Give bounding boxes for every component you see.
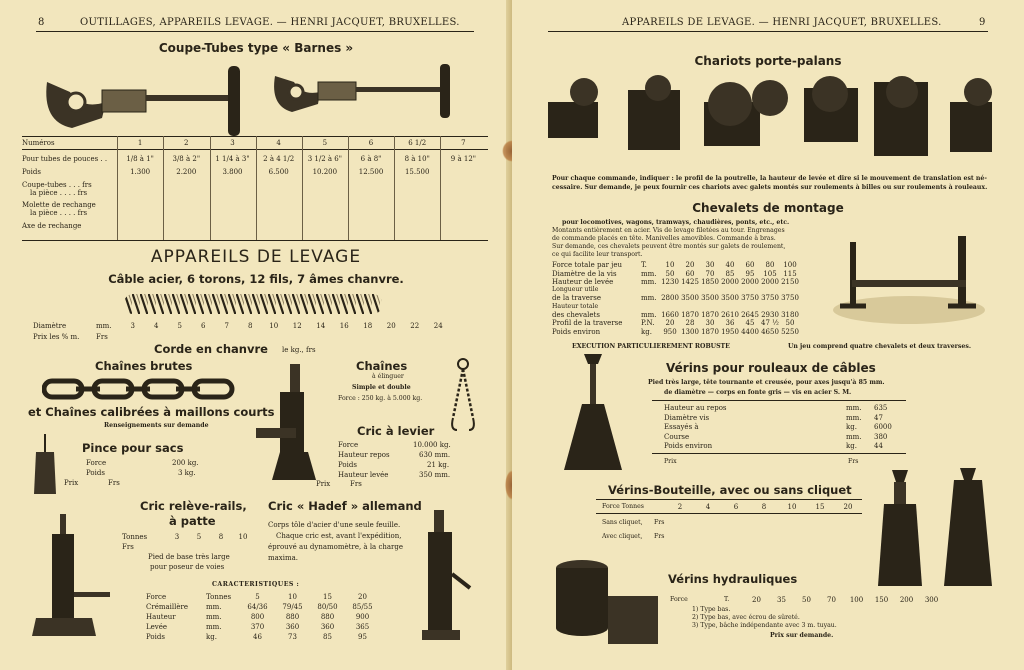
- diametre-cell: 7: [224, 322, 229, 330]
- hydrauliques-type-3: 3) Type, bâche indépendante avec 3 m. tuyau.: [692, 622, 837, 629]
- carac-unit: Tonnes: [206, 593, 232, 601]
- chevalets-value: 85: [725, 270, 735, 278]
- pipe-cutter-illustration-2: [270, 62, 470, 120]
- header-right: APPAREILS DE LEVAGE. — HENRI JACQUET, BRUXELLES.: [622, 17, 942, 28]
- chevalets-value: 1950: [721, 328, 739, 336]
- chevalets-value: 1850: [701, 278, 719, 286]
- diametre-cell: 20: [386, 322, 396, 330]
- sans-cliquet-unit: Frs: [654, 519, 665, 526]
- poids-row: [117, 168, 487, 176]
- chevalets-value: 1300: [681, 328, 699, 336]
- diametre-cell: 18: [363, 322, 373, 330]
- verins-cables-unit: kg.: [846, 442, 857, 450]
- verins-cables-value: 44: [874, 442, 883, 450]
- tube-size-cell: 1/8 à 1": [126, 155, 154, 163]
- cric-levier-prix-label: Prix: [316, 480, 331, 488]
- tube-size-cell: 9 à 12": [450, 155, 477, 163]
- hydrauliques-prix-note: Prix sur demande.: [770, 632, 834, 639]
- chevalets-value: 2800: [661, 294, 679, 302]
- verins-cables-label: Course: [664, 432, 690, 441]
- verins-cables-value: 6000: [874, 423, 892, 431]
- pince-title: Pince pour sacs: [82, 441, 184, 455]
- chevalets-value: 2150: [781, 278, 799, 286]
- verins-cables-label: Diamètre vis: [664, 413, 710, 422]
- diametre-cell: 22: [410, 322, 420, 330]
- carac-value: 20: [358, 593, 367, 601]
- force-cell: 15: [815, 503, 825, 511]
- chevalets-value: 100: [783, 261, 797, 269]
- chevalets-value: 30: [705, 319, 715, 327]
- verins-cables-unit: mm.: [846, 413, 862, 422]
- chevalets-value: 4400: [741, 328, 759, 336]
- numero-cell: 6 1/2: [408, 139, 427, 147]
- verins-cables-title: Vérins pour rouleaux de câbles: [666, 361, 876, 375]
- page-number-left: 8: [38, 17, 45, 28]
- chevalets-value: 60: [745, 261, 755, 269]
- force-cell: 4: [705, 503, 711, 511]
- hydrauliques-type-1: 1) Type bas.: [692, 606, 731, 613]
- la-piece-label: la pièce . . . . frs: [30, 189, 88, 197]
- pour-tubes-label: Pour tubes de pouces . .: [22, 155, 108, 163]
- chevalets-value: 47 ½: [761, 319, 779, 327]
- cric-rail-tonnes-label: Tonnes: [122, 533, 148, 541]
- numero-cell: 6: [368, 139, 374, 147]
- chevalets-value: 3500: [701, 294, 719, 302]
- carac-unit: mm.: [206, 603, 222, 611]
- molette-piece-label: la pièce . . . . frs: [30, 209, 88, 217]
- hauteur-totale-label: Hauteur totale: [552, 303, 599, 310]
- cric-hadef-line-2: Chaque cric est, avant l'expédition,: [276, 532, 402, 540]
- carac-value: 85: [323, 633, 332, 641]
- cric-levier-title: Cric à levier: [357, 424, 435, 438]
- cric-rail-tonnes-row: [166, 533, 254, 541]
- axe-label: Axe de rechange: [22, 222, 82, 230]
- diametre-cell: 8: [248, 322, 253, 330]
- verins-cables-line-2: de diamètre — corps en fonte gris — vis en acier S. M.: [664, 389, 852, 396]
- cric-hadef-line-3: éprouvé au dynamomètre, à la charge: [268, 543, 404, 551]
- carac-value: 15: [323, 593, 332, 601]
- tonnes-cell: 5: [196, 533, 202, 541]
- chevalets-value: 10: [665, 261, 675, 269]
- execution-note: EXECUTION PARTICULIEREMENT ROBUSTE: [572, 343, 730, 350]
- carac-value: 79/45: [282, 603, 303, 611]
- poids-cell: 2.200: [176, 168, 197, 176]
- carac-label: Levée: [146, 623, 168, 631]
- pince-poids-value: 3 kg.: [178, 469, 196, 477]
- chevalets-value: 115: [783, 270, 797, 278]
- chevalets-line-5: ce qui facilite leur transport.: [552, 251, 643, 258]
- jeu-note: Un jeu comprend quatre chevalets et deux traverses.: [788, 343, 971, 350]
- pince-force-value: 200 kg.: [172, 459, 199, 467]
- pour-tubes-row: [117, 155, 487, 163]
- chevalets-value: 3750: [781, 294, 799, 302]
- force-cell: 200: [899, 596, 914, 604]
- carac-value: 73: [288, 633, 297, 641]
- hydraulic-jack-illustration: [552, 556, 662, 652]
- chevalets-value: 30: [705, 261, 715, 269]
- cric-levier-levee-label: Hauteur levée: [338, 471, 389, 479]
- verins-cables-label: Poids environ: [664, 442, 713, 450]
- chaines-force: Force : 250 kg. à 5.000 kg.: [338, 395, 423, 402]
- numero-cell: 1: [137, 139, 143, 147]
- appareils-title: APPAREILS DE LEVAGE: [150, 247, 362, 267]
- carac-value: 10: [288, 593, 297, 601]
- chevalets-value: 3500: [721, 294, 739, 302]
- hydrauliques-force-unit: T.: [724, 596, 730, 603]
- tube-size-cell: 2 à 4 1/2: [263, 155, 295, 163]
- verins-cables-value: 380: [874, 432, 888, 441]
- carac-value: 46: [253, 633, 262, 641]
- verins-bouteille-force-label: Force Tonnes: [602, 503, 644, 510]
- caracteristiques-title: CARACTERISTIQUES :: [212, 581, 300, 588]
- carac-unit: mm.: [206, 623, 222, 631]
- chaines-brutes-title: Chaînes brutes: [95, 359, 193, 373]
- cric-levier-levee-value: 350 mm.: [419, 471, 451, 479]
- verins-cables-unit: kg.: [846, 423, 857, 431]
- cric-levier-poids-value: 21 kg.: [427, 461, 450, 469]
- numero-cell: 2: [184, 139, 189, 147]
- verins-cables-unit: mm.: [846, 432, 862, 441]
- carac-label: Hauteur: [146, 613, 176, 621]
- chevalets-value: 3750: [761, 294, 779, 302]
- carac-value: 370: [250, 623, 265, 631]
- chevalets-value: 1870: [701, 328, 719, 336]
- tonnes-cell: 10: [238, 533, 248, 541]
- chevalets-value: 4650: [761, 328, 779, 336]
- chevalets-unit: kg.: [641, 328, 652, 336]
- chevalets-value: 20: [665, 319, 675, 327]
- chevalets-value: 105: [763, 270, 777, 278]
- chevalets-value: 60: [685, 270, 695, 278]
- verins-bouteille-forces: [666, 503, 862, 511]
- page-number-right: 9: [979, 17, 986, 28]
- chevalets-value: 70: [705, 270, 715, 278]
- chevalets-label: de la traverse: [552, 294, 601, 302]
- carac-unit: kg.: [206, 633, 217, 641]
- carac-value: 360: [320, 623, 335, 631]
- hadef-jack-illustration: [418, 508, 474, 642]
- corde-suffix: le kg., frs: [282, 346, 316, 354]
- tonnes-cell: 3: [174, 533, 180, 541]
- pince-force-label: Force: [86, 459, 107, 467]
- tube-size-cell: 8 à 10": [404, 155, 430, 163]
- chevalets-value: 5250: [781, 328, 799, 336]
- cric-rail-note-1: Pied de base très large: [148, 553, 230, 561]
- tube-size-cell: 3 1/2 à 6": [307, 155, 342, 163]
- carac-value: 365: [355, 623, 370, 631]
- chevalets-value: 50: [785, 319, 795, 327]
- trolleys-illustration: [544, 72, 1004, 168]
- prix-label: Prix les % m.: [33, 333, 80, 341]
- pipe-cutter-illustration-1: [42, 62, 262, 140]
- cric-rail-title-1: Cric relève-rails,: [140, 499, 247, 513]
- prix-unit: Frs: [96, 333, 108, 341]
- verins-hydrauliques-title: Vérins hydrauliques: [668, 572, 798, 586]
- bottle-jacks-illustration: [862, 466, 998, 590]
- diametre-cell: 3: [130, 322, 135, 330]
- verins-cables-prix-label: Prix: [664, 458, 677, 465]
- force-cell: 20: [752, 596, 761, 604]
- chevalets-value: 1660: [661, 311, 679, 319]
- diametre-row: [121, 322, 450, 330]
- cable-illustration: [124, 292, 388, 316]
- corde-title: Corde en chanvre: [154, 342, 268, 356]
- chevalets-value: 2000: [721, 278, 739, 286]
- chevalets-value: 1425: [681, 278, 699, 286]
- chaines-sub2: Simple et double: [352, 384, 411, 391]
- carac-value: 880: [320, 613, 335, 621]
- carac-value: 880: [285, 613, 300, 621]
- verins-cables-line-1: Pied très large, tête tournante et creusée, pour axes jusqu'à 85 mm.: [648, 379, 885, 386]
- cric-rail-frs-label: Frs: [122, 543, 134, 551]
- chevalets-value: 2610: [721, 311, 739, 319]
- right-page: [512, 0, 1024, 670]
- chariots-line-2: cessaire. Sur demande, je peux fournir ces chariots avec galets montés sur roulements à billes ou sur roulements à rouleaux.: [552, 184, 988, 191]
- chevalets-value: 950: [663, 328, 677, 336]
- diametre-cell: 24: [433, 322, 443, 330]
- chevalets-unit: mm.: [641, 278, 657, 286]
- tonnes-cell: 8: [218, 533, 224, 541]
- force-cell: 100: [849, 596, 864, 604]
- chevalets-title: Chevalets de montage: [692, 201, 844, 215]
- cable-roller-jack-illustration: [560, 352, 626, 476]
- verins-cables-unit: mm.: [846, 404, 862, 412]
- carac-value: 5: [255, 593, 260, 601]
- force-cell: 50: [802, 596, 811, 604]
- pince-poids-label: Poids: [86, 469, 105, 477]
- cric-levier-hauteur-label: Hauteur repos: [338, 451, 390, 459]
- header-left: OUTILLAGES, APPAREILS LEVAGE. — HENRI JACQUET, BRUXELLES.: [80, 17, 460, 28]
- tube-size-cell: 6 à 8": [360, 155, 382, 163]
- numero-cell: 5: [322, 139, 328, 147]
- hydrauliques-force-label: Force: [670, 596, 688, 603]
- pince-prix-unit: Frs: [108, 479, 120, 487]
- chevalets-value: 2000: [741, 278, 759, 286]
- chevalets-unit: P.N.: [641, 319, 655, 327]
- chariots-title: Chariots porte-palans: [694, 54, 842, 68]
- molette-label: Molette de rechange: [22, 201, 96, 209]
- verins-cables-value: 47: [874, 413, 883, 422]
- diametre-cell: 14: [316, 322, 326, 330]
- cric-rail-title-2: à patte: [169, 514, 216, 528]
- chain-illustration: [42, 376, 242, 402]
- poids-label: Poids: [22, 168, 41, 176]
- diametre-label: Diamètre: [33, 322, 67, 330]
- chaines-note: Renseignements sur demande: [104, 422, 209, 429]
- cric-levier-force-label: Force: [338, 441, 359, 449]
- poids-cell: 10.200: [312, 168, 338, 176]
- verins-bouteille-title: Vérins-Bouteille, avec ou sans cliquet: [608, 483, 852, 497]
- poids-cell: 12.500: [358, 168, 384, 176]
- tube-size-cell: 3/8 à 2": [172, 155, 201, 163]
- coupe-tubes-title: Coupe-Tubes type « Barnes »: [158, 41, 354, 55]
- chevalets-value: 80: [765, 261, 775, 269]
- chevalets-line-4: Sur demande, ces chevalets peuvent être montés sur galets de roulement,: [552, 243, 786, 250]
- verins-cables-label: Hauteur au repos: [664, 404, 727, 412]
- chevalets-value: 40: [725, 261, 735, 269]
- carac-label: Crémaillère: [146, 603, 189, 611]
- numero-cell: 3: [230, 139, 235, 147]
- chevalets-value: 2000: [761, 278, 779, 286]
- tube-size-cell: 1 1/4 à 3": [215, 155, 250, 163]
- chevalets-value: 3750: [741, 294, 759, 302]
- avec-cliquet-unit: Frs: [654, 533, 665, 540]
- rail-jack-illustration: [22, 512, 114, 638]
- cric-rail-note-2: pour poseur de voies: [150, 563, 225, 571]
- force-cell: 35: [777, 596, 786, 604]
- chevalets-unit: T.: [641, 261, 647, 269]
- force-cell: 10: [787, 503, 797, 511]
- chevalets-value: 1870: [701, 311, 719, 319]
- sling-chain-illustration: [448, 358, 478, 438]
- chevalets-value: 50: [665, 270, 675, 278]
- chevalets-label: Force totale par jeu: [552, 261, 622, 269]
- chevalets-value: 3500: [681, 294, 699, 302]
- cric-levier-hauteur-value: 630 mm.: [419, 451, 451, 459]
- cric-levier-force-value: 10.000 kg.: [413, 441, 451, 449]
- cric-levier-poids-label: Poids: [338, 461, 357, 469]
- diametre-cell: 5: [177, 322, 182, 330]
- diametre-cell: 6: [201, 322, 206, 330]
- verins-cables-prix-unit: Frs: [848, 458, 859, 465]
- longueur-label: Longueur utile: [552, 286, 599, 293]
- chaines-calibrees-title: et Chaînes calibrées à maillons courts: [28, 405, 275, 419]
- carac-value: 900: [355, 613, 370, 621]
- carac-label: Poids: [146, 633, 165, 641]
- chevalets-unit: mm.: [641, 270, 657, 278]
- force-cell: 70: [827, 596, 836, 604]
- carac-value: 95: [358, 633, 367, 641]
- diametre-cell: 16: [339, 322, 349, 330]
- force-cell: 2: [677, 503, 683, 511]
- chevalets-value: 2645: [741, 311, 759, 319]
- chevalets-value: 3180: [781, 311, 799, 319]
- trestle-illustration: [830, 236, 988, 328]
- chevalets-value: 45: [745, 319, 755, 327]
- chaines-sub1: à élinguer: [372, 373, 404, 380]
- numeros-label: Numéros: [22, 139, 55, 147]
- chevalets-value: 36: [725, 319, 735, 327]
- numeros-row: [117, 139, 487, 147]
- verins-cables-label: Essayés à: [664, 423, 699, 431]
- numero-cell: 7: [461, 139, 466, 147]
- chevalets-value: 20: [685, 261, 695, 269]
- cric-hadef-title: Cric « Hadef » allemand: [268, 499, 422, 513]
- force-cell: 6: [733, 503, 739, 511]
- diametre-cell: 4: [154, 322, 159, 330]
- chevalets-value: 28: [685, 319, 695, 327]
- chaines-title: Chaînes: [356, 359, 408, 373]
- poids-cell: [440, 168, 486, 176]
- poids-cell: 3.800: [222, 168, 243, 176]
- chevalets-value: 2930: [761, 311, 779, 319]
- chevalets-line-3: de commande placés en tête. Manivelles amovibles. Commande à bras.: [552, 235, 776, 242]
- chariots-line-1: Pour chaque commande, indiquer : le profil de la poutrelle, la hauteur de levée et dire si le mouvement de translation est né-: [552, 175, 987, 182]
- chevalets-value: 1230: [661, 278, 679, 286]
- diametre-cell: 12: [292, 322, 302, 330]
- coupe-tubes-label: Coupe-tubes . . . frs: [22, 181, 92, 189]
- force-cell: 20: [843, 503, 853, 511]
- chevalets-label: Diamètre de la vis: [552, 270, 617, 278]
- chevalets-line-2: Montants entièrement en acier. Vis de levage filetées au tour. Engrenages: [552, 227, 785, 234]
- cric-levier-prix-unit: Frs: [350, 480, 362, 488]
- chevalets-value: 95: [745, 270, 755, 278]
- chevalets-label: des chevalets: [552, 311, 600, 319]
- poids-cell: 6.500: [268, 168, 289, 176]
- chevalets-label: Hauteur de levée: [552, 278, 614, 286]
- cric-hadef-line-4: maxima.: [268, 554, 299, 562]
- chevalets-unit: mm.: [641, 294, 657, 302]
- cric-hadef-line-1: Corps tôle d'acier d'une seule feuille.: [268, 521, 401, 529]
- carac-value: 800: [250, 613, 265, 621]
- chevalets-label: Poids environ: [552, 328, 601, 336]
- poids-cell: 1.300: [130, 168, 151, 176]
- diametre-cell: 10: [269, 322, 279, 330]
- avec-cliquet-label: Avec cliquet,: [602, 533, 643, 540]
- chevalets-line-1: pour locomotives, wagons, tramways, chaudières, ponts, etc., etc.: [562, 219, 790, 226]
- force-cell: 150: [874, 596, 889, 604]
- force-cell: 8: [761, 503, 767, 511]
- carac-label: Force: [146, 593, 167, 601]
- carac-unit: mm.: [206, 613, 222, 621]
- chevalets-value: 1870: [681, 311, 699, 319]
- force-cell: 300: [924, 596, 939, 604]
- verins-cables-value: 635: [874, 404, 888, 412]
- carac-value: 85/55: [352, 603, 373, 611]
- chevalets-label: Profil de la traverse: [552, 319, 623, 327]
- sack-clamp-illustration: [32, 432, 58, 496]
- chevalets-unit: mm.: [641, 311, 657, 319]
- poids-cell: 15.500: [404, 168, 430, 176]
- carac-value: 360: [285, 623, 300, 631]
- diametre-unit: mm.: [96, 322, 112, 330]
- sans-cliquet-label: Sans cliquet,: [602, 519, 643, 526]
- appareils-subtitle: Câble acier, 6 torons, 12 fils, 7 âmes chanvre.: [108, 272, 404, 286]
- carac-value: 64/36: [247, 603, 268, 611]
- pince-prix-label: Prix: [64, 479, 79, 487]
- lever-jack-illustration: [250, 362, 328, 482]
- hydrauliques-forces: [744, 596, 944, 604]
- numero-cell: 4: [276, 139, 281, 147]
- hydrauliques-type-2: 2) Type bas, avec écrou de sûreté.: [692, 614, 800, 621]
- carac-value: 80/50: [317, 603, 338, 611]
